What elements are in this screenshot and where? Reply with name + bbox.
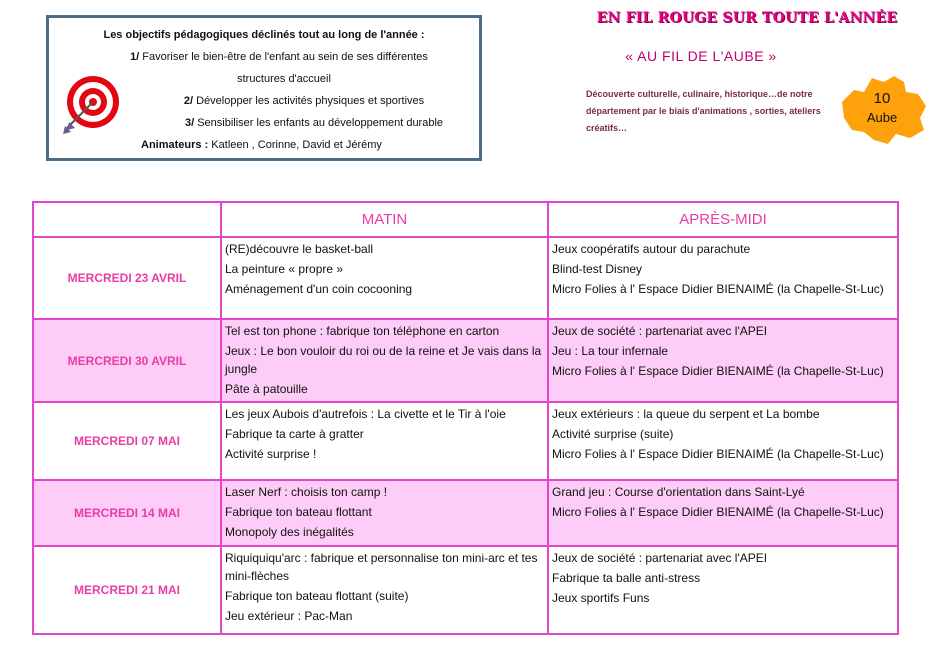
table-row	[33, 319, 898, 402]
activity: Micro Folies à l' Espace Didier BIENAIMÉ (la Chapelle-St-Luc)	[552, 364, 884, 378]
fil-rouge-title: EN FIL ROUGE SUR TOUTE L'ANNÉE	[596, 10, 898, 26]
matin-cell	[221, 319, 548, 402]
activity: Jeux extérieurs : la queue du serpent et La bombe	[552, 407, 820, 421]
activity: Fabrique ton bateau flottant	[225, 505, 372, 519]
apres-cell	[548, 237, 898, 319]
header-apres-midi: APRÈS-MIDI	[548, 202, 898, 237]
objectives-box	[46, 15, 482, 161]
activity: Jeux de société : partenariat avec l'APEI	[552, 551, 768, 565]
header-empty	[33, 202, 221, 237]
activity: Monopoly des inégalités	[225, 525, 354, 539]
matin-cell	[221, 546, 548, 634]
activity: (RE)découvre le basket-ball	[225, 242, 374, 256]
aube-description: Découverte culturelle, culinaire, historique…de notre département par le biais d'animations , sorties, ateliers créatifs…	[586, 89, 821, 133]
activity: Jeux de société : partenariat avec l'APEI	[552, 324, 768, 338]
activity: Fabrique ton bateau flottant (suite)	[225, 589, 409, 603]
objective-1	[49, 46, 479, 68]
activity: Riquiquiqu'arc : fabrique et personnalise ton mini-arc et tes mini-flèches	[225, 551, 538, 583]
animateurs-label: Animateurs :	[141, 139, 209, 151]
table-header-row	[33, 202, 898, 237]
activity: Micro Folies à l' Espace Didier BIENAIMÉ (la Chapelle-St-Luc)	[552, 505, 884, 519]
schedule-table	[32, 201, 899, 635]
table-row	[33, 546, 898, 634]
day-cell: MERCREDI 30 AVRIL	[33, 319, 221, 402]
apres-cell	[548, 480, 898, 546]
activity: Micro Folies à l' Espace Didier BIENAIMÉ (la Chapelle-St-Luc)	[552, 447, 884, 461]
header-matin: MATIN	[221, 202, 548, 237]
apres-cell	[548, 319, 898, 402]
apres-cell	[548, 546, 898, 634]
target-icon	[59, 74, 123, 138]
activity: Activité surprise !	[225, 447, 317, 461]
table-row	[33, 402, 898, 480]
activity: Blind-test Disney	[552, 262, 643, 276]
day-cell: MERCREDI 23 AVRIL	[33, 237, 221, 319]
day-cell: MERCREDI 21 MAI	[33, 546, 221, 634]
activity: Fabrique ta carte à gratter	[225, 427, 364, 441]
objective-1-text: Favoriser le bien-être de l'enfant au sein de ses différentes	[139, 51, 428, 63]
activity: Micro Folies à l' Espace Didier BIENAIMÉ (la Chapelle-St-Luc)	[552, 282, 884, 296]
activity: La peinture « propre »	[225, 262, 344, 276]
activity: Grand jeu : Course d'orientation dans Saint-Lyé	[552, 485, 805, 499]
activity: Jeux coopératifs autour du parachute	[552, 242, 751, 256]
activity: Aménagement d'un coin cocooning	[225, 282, 413, 296]
matin-cell	[221, 480, 548, 546]
apres-cell	[548, 402, 898, 480]
matin-cell	[221, 402, 548, 480]
badge-name: Aube	[866, 110, 898, 125]
objective-3-num: 3/	[184, 117, 195, 129]
objective-2-num: 2/	[183, 95, 194, 107]
aube-department-badge	[834, 72, 930, 148]
objective-3-text: Sensibiliser les enfants au développement durable	[194, 117, 444, 129]
activity: Laser Nerf : choisis ton camp !	[225, 485, 388, 499]
activity: Tel est ton phone : fabrique ton téléphone en carton	[225, 324, 500, 338]
matin-cell	[221, 237, 548, 319]
animateurs-names: Katleen , Corinne, David et Jérémy	[208, 139, 382, 151]
activity: Jeu extérieur : Pac-Man	[225, 609, 353, 623]
badge-number: 10	[873, 90, 891, 107]
day-cell: MERCREDI 07 MAI	[33, 402, 221, 480]
activity: Pâte à patouille	[225, 382, 308, 396]
activity: Jeu : La tour infernale	[552, 344, 669, 358]
day-cell: MERCREDI 14 MAI	[33, 480, 221, 546]
activity: Jeux : Le bon vouloir du roi ou de la reine et Je vais dans la jungle	[225, 344, 542, 376]
activity: Activité surprise (suite)	[552, 427, 674, 441]
activity: Fabrique ta balle anti-stress	[552, 571, 701, 585]
table-row	[33, 480, 898, 546]
table-row	[33, 237, 898, 319]
objective-1-num: 1/	[130, 51, 140, 63]
objective-1-cont: structures d'accueil	[237, 73, 331, 85]
activity: Jeux sportifs Funs	[552, 591, 650, 605]
objectives-title: Les objectifs pédagogiques déclinés tout au long de l'année :	[103, 29, 425, 41]
objective-2-text: Développer les activités physiques et sportives	[193, 95, 425, 107]
aube-title: « AU FIL DE L'AUBE »	[625, 48, 777, 64]
activity: Les jeux Aubois d'autrefois : La civette et le Tir à l'oie	[225, 407, 506, 421]
